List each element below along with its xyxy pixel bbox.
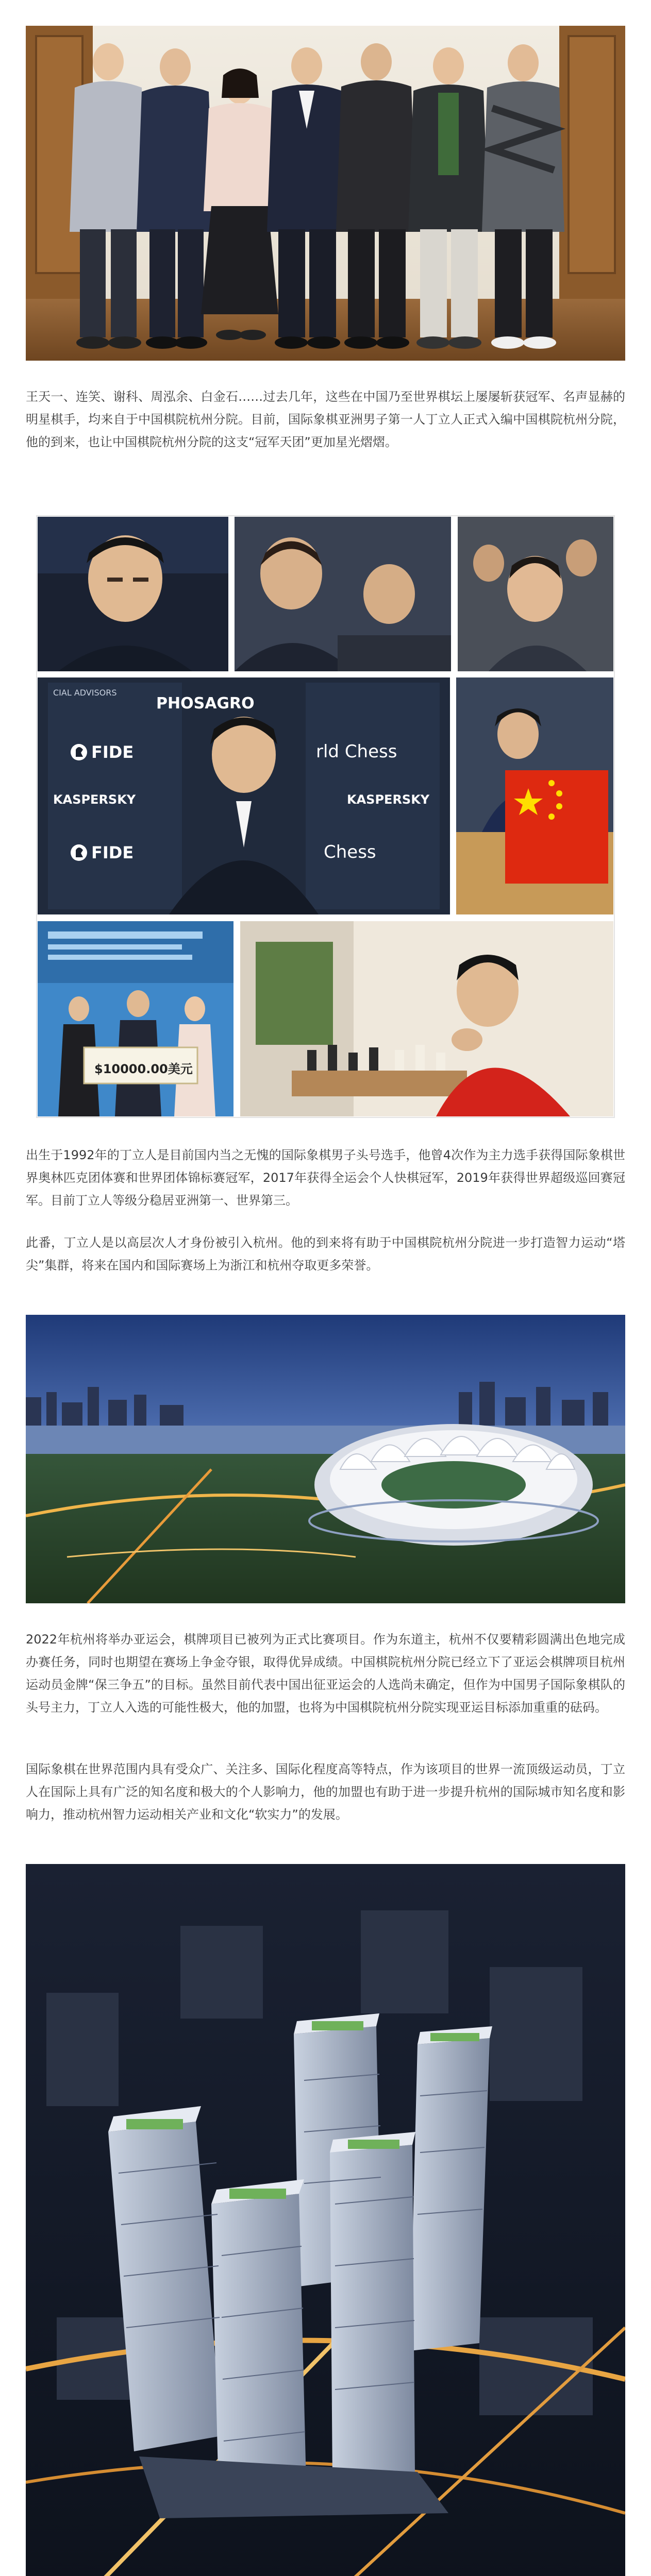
towers-rendering — [26, 1864, 625, 2576]
fide-logo: FIDE — [91, 742, 134, 762]
collage-tile-tournament — [235, 517, 451, 671]
stadium-photo — [26, 1315, 625, 1603]
phosagro-logo: PHOSAGRO — [156, 694, 255, 713]
collage-tile-flag — [456, 677, 613, 914]
paragraph-background: 出生于1992年的丁立人是目前国内当之无愧的国际象棋男子头号选手，他曾4次作为主力选手获得国际象棋世界奥林匹克团体赛和世界团体锦标赛冠军，2017年获得全运会个人快棋冠军，2019年获得世界超级巡回赛冠军。目前丁立人等级分稳居亚洲第一、世界第三。 — [26, 1148, 625, 1208]
group-photo — [26, 26, 625, 361]
collage-tile-portrait — [38, 517, 228, 671]
collage-tile-audience — [458, 517, 613, 671]
china-flag-icon — [505, 770, 608, 884]
group-photo-illustration — [26, 26, 625, 361]
collage-tile-press-conference — [38, 677, 450, 914]
towers-illustration — [26, 1864, 625, 2576]
kaspersky-logo-right: KASPERSKY — [347, 792, 430, 807]
chess-logo: Chess — [324, 842, 376, 862]
collage-tile-award — [38, 921, 233, 1116]
stadium-illustration — [26, 1315, 625, 1603]
paragraph-asian-games: 2022年杭州将举办亚运会，棋牌项目已被列为正式比赛项目。作为东道主，杭州不仅要精彩圆满出色地完成办赛任务，同时也期望在赛场上争金夺银，取得优异成绩。中国棋院杭州分院已经立下了亚运会棋牌项目杭州运动员金牌“保三争五”的目标。虽然目前代表中国出征亚运会的人选尚未确定，但作为中国男子国际象棋队的头号主力，丁立人入选的可能性极大，他的加盟，也将为中国棋院杭州分院实现亚运目标添加重重的砝码。 — [26, 1632, 625, 1715]
fide-knight-icon — [71, 744, 87, 760]
fide-logo-2: FIDE — [91, 843, 134, 862]
fide-knight-icon-2 — [71, 844, 87, 861]
kaspersky-logo-left: KASPERSKY — [53, 792, 136, 807]
advisors-text: CIAL ADVISORS — [53, 688, 117, 698]
prize-check-amount: $10000.00美元 — [94, 1062, 193, 1076]
paragraph-talent-introduction: 此番，丁立人是以高层次人才身份被引入杭州。他的到来将有助于中国棋院杭州分院进一步打造智力运动“塔尖”集群，将来在国内和国际赛场上为浙江和杭州夺取更多荣誉。 — [26, 1235, 625, 1273]
paragraph-international-influence: 国际象棋在世界范围内具有受众广、关注多、国际化程度高等特点，作为该项目的世界一流顶级运动员，丁立人在国际上具有广泛的知名度和极大的个人影响力，他的加盟也有助于进一步提升杭州的国际城市知名度和影响力，推动杭州智力运动相关产业和文化“软实力”的发展。 — [26, 1762, 625, 1822]
world-chess-logo: rld Chess — [316, 741, 397, 762]
collage-tile-playing — [240, 921, 613, 1116]
paragraph-intro: 王天一、连笑、谢科、周泓余、白金石……过去几年，这些在中国乃至世界棋坛上屡屡斩获冠军、名声显赫的明星棋手，均来自于中国棋院杭州分院。目前，国际象棋亚洲男子第一人丁立人正式入编中国棋院杭州分院，他的到来，也让中国棋院杭州分院的这支“冠军天团”更加星光熠熠。 — [26, 389, 625, 449]
